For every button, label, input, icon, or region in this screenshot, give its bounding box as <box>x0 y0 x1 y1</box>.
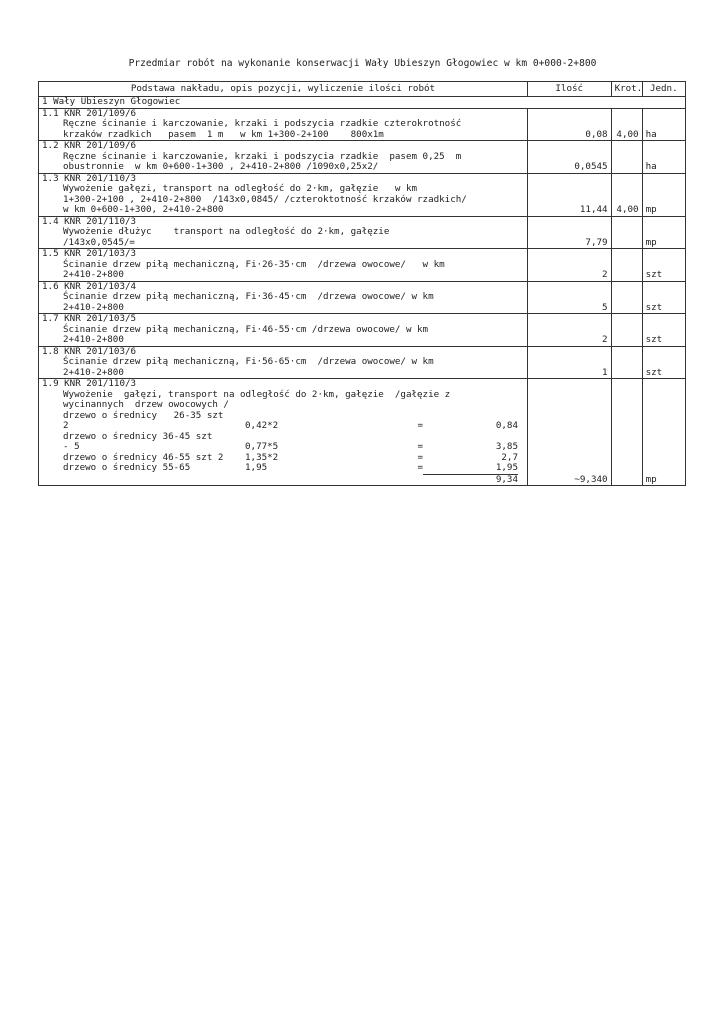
table-row <box>39 346 686 379</box>
calc-result: 2,7 <box>501 451 518 463</box>
item-unit: ha <box>642 141 685 174</box>
item-description <box>39 379 528 486</box>
item-unit: szt <box>642 314 685 347</box>
header-quantity: Ilość <box>527 82 611 97</box>
table-row <box>39 141 686 174</box>
item-description <box>39 216 528 249</box>
calc-equals: = <box>417 441 423 452</box>
item-description <box>39 314 528 347</box>
item-quantity: 2 <box>527 314 611 347</box>
calc-formula: 1,95 <box>245 462 268 473</box>
calc-formula: 1,35*2 <box>245 451 279 463</box>
item-description <box>39 141 528 174</box>
calc-expression <box>245 453 423 464</box>
calc-result: 3,85 <box>495 441 518 452</box>
header-description: Podstawa nakładu, opis pozycji, wyliczenie ilości robót <box>39 82 528 97</box>
table-row <box>39 281 686 314</box>
item-text-line: Wywożenie gałęzi, transport na odległość do 2·km, gałęzie w km <box>63 183 418 194</box>
item-unit: mp <box>642 216 685 249</box>
section-title: 1 Wały Ubieszyn Głogowiec <box>39 97 686 109</box>
calc-equals: = <box>417 420 423 431</box>
calc-label: drzewo o średnicy 55-65 <box>63 462 191 473</box>
header-unit: Jedn. <box>642 82 685 97</box>
calc-label: 2 <box>63 420 69 431</box>
item-multiplier <box>611 216 642 249</box>
item-text-line: obustronnie w km 0+600-1+300 , 2+410-2+800 /1090x0,25x2/ <box>63 161 379 172</box>
item-code: 1.5 KNR 201/103/3 <box>42 248 137 259</box>
calc-equals: = <box>417 451 423 463</box>
item-text-line: Wywożenie gałęzi, transport na odległość do 2·km, gałęzie /gałęzie z <box>63 388 451 400</box>
item-multiplier <box>611 314 642 347</box>
item-code: 1.3 KNR 201/110/3 <box>42 172 137 184</box>
calc-label: drzewo o średnicy 36-45 szt <box>63 430 213 442</box>
calc-expression <box>245 463 423 475</box>
item-description <box>39 346 528 379</box>
item-code: 1.7 KNR 201/103/5 <box>42 313 137 324</box>
item-multiplier: 4,00 <box>611 173 642 216</box>
item-quantity: 11,44 <box>527 173 611 216</box>
item-text-line: Wywożenie dłużyc transport na odległość do 2·km, gałęzie <box>63 226 390 237</box>
calc-result: 0,84 <box>495 420 518 431</box>
table-row <box>39 108 686 141</box>
calculation-block <box>42 421 524 485</box>
item-code: 1.1 KNR 201/109/6 <box>42 107 137 119</box>
item-text-line: 2+410-2+800 <box>63 301 124 313</box>
item-code: 1.6 KNR 201/103/4 <box>42 280 137 292</box>
item-multiplier <box>611 346 642 379</box>
item-text-line: /143x0,0545/= <box>63 236 135 248</box>
item-quantity: 0,0545 <box>527 141 611 174</box>
item-text-line: 2+410-2+800 <box>63 334 124 345</box>
item-text-line: 2+410-2+800 <box>63 366 124 378</box>
table-row <box>39 379 686 486</box>
item-code: 1.9 KNR 201/110/3 <box>42 378 137 389</box>
item-unit: szt <box>642 281 685 314</box>
bill-of-quantities-table <box>38 81 686 486</box>
calc-formula: 0,42*2 <box>245 420 279 431</box>
item-description <box>39 249 528 282</box>
item-unit: szt <box>642 346 685 379</box>
item-text-line: drzewo o średnicy 26-35 szt <box>63 409 224 421</box>
item-multiplier <box>611 379 642 486</box>
item-code: 1.8 KNR 201/103/6 <box>42 345 137 357</box>
item-text-line: wycinannych drzew owocowych / <box>63 399 229 410</box>
item-text-line: Ręczne ścinanie i karczowanie, krzaki i podszycia rzadkie czterokrotność <box>63 118 462 129</box>
item-unit: ha <box>642 108 685 141</box>
item-multiplier <box>611 281 642 314</box>
item-text-line: w km 0+600-1+300, 2+410-2+800 <box>63 204 224 215</box>
item-description <box>39 281 528 314</box>
header-multiplier: Krot. <box>611 82 642 97</box>
item-unit: mp <box>642 379 685 486</box>
item-text-line: Ścinanie drzew piłą mechaniczną, Fi·36-45·cm /drzewa owocowe/ w km <box>63 291 434 302</box>
item-description <box>39 108 528 141</box>
item-multiplier <box>611 249 642 282</box>
table-row <box>39 314 686 347</box>
item-code: 1.4 KNR 201/110/3 <box>42 215 137 227</box>
item-code: 1.2 KNR 201/109/6 <box>42 140 137 151</box>
item-unit: mp <box>642 173 685 216</box>
calc-spacer <box>245 475 423 486</box>
calc-label: - 5 <box>63 441 80 452</box>
item-quantity: 0,08 <box>527 108 611 141</box>
calc-expression <box>245 442 423 453</box>
item-text-line: 2+410-2+800 <box>63 269 124 280</box>
item-quantity: 7,79 <box>527 216 611 249</box>
section-row <box>39 97 686 109</box>
item-text-line: Ręczne ścinanie i karczowanie, krzaki i podszycia rzadkie pasem 0,25 m <box>63 150 462 162</box>
table-row <box>39 216 686 249</box>
item-text-line: 1+300-2+100 , 2+410-2+800 /143x0,0845/ /czteroktotność krzaków rzadkich/ <box>63 193 467 205</box>
item-text-line: Ścinanie drzew piłą mechaniczną, Fi·26-35·cm /drzewa owocowe/ w km <box>63 258 445 270</box>
item-multiplier <box>611 141 642 174</box>
table-row <box>39 249 686 282</box>
calc-label: drzewo o średnicy 46-55 szt 2 <box>63 451 224 463</box>
item-description <box>39 173 528 216</box>
item-quantity: 2 <box>527 249 611 282</box>
item-text-line: Ścinanie drzew piłą mechaniczną, Fi·46-55·cm /drzewa owocowe/ w km <box>63 323 429 335</box>
item-quantity: ~9,340 <box>527 379 611 486</box>
item-text-line: Ścinanie drzew piłą mechaniczną, Fi·56-65·cm /drzewa owocowe/ w km <box>63 356 434 367</box>
item-unit: szt <box>642 249 685 282</box>
item-multiplier: 4,00 <box>611 108 642 141</box>
item-quantity: 1 <box>527 346 611 379</box>
calc-result: 1,95 <box>423 463 518 475</box>
item-quantity: 5 <box>527 281 611 314</box>
calc-formula: 0,77*5 <box>245 441 279 452</box>
calc-spacer <box>63 475 245 486</box>
item-text-line: krzaków rzadkich pasem 1 m w km 1+300-2+100 800x1m <box>63 128 384 140</box>
calc-equals: = <box>417 462 423 473</box>
table-header-row <box>39 82 686 97</box>
table-row <box>39 173 686 216</box>
calc-expression <box>245 421 423 432</box>
calc-sum: 9,34 <box>495 473 518 485</box>
document-title: Przedmiar robót na wykonanie konserwacji Wały Ubieszyn Głogowiec w km 0+000-2+800 <box>128 58 597 69</box>
